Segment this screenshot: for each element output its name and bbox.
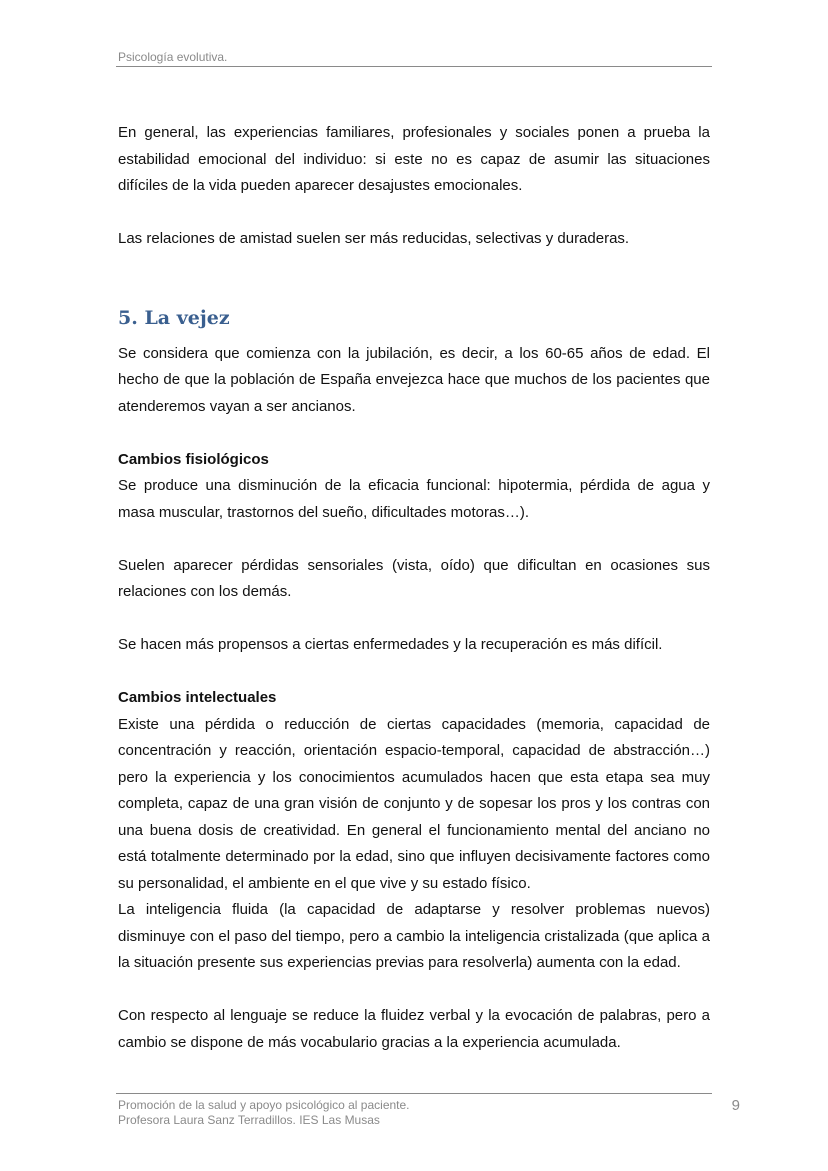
running-header: Psicología evolutiva.: [118, 50, 228, 64]
paragraph-friendship: Las relaciones de amistad suelen ser más reducidas, selectivas y duraderas.: [118, 230, 630, 247]
footer-course-line: Promoción de la salud y apoyo psicológico al paciente.: [118, 1098, 410, 1112]
paragraph-old-age-intro: Se considera que comienza con la jubilación, es decir, a los 60-65 años de edad. El hecho de que la población de España envejezca hace que muchos de los pacientes que atenderemos vayan a ser ancianos.: [118, 344, 710, 415]
footer-author-line: Profesora Laura Sanz Terradillos. IES Las Musas: [118, 1113, 380, 1127]
paragraph-functional-decline: Se produce una disminución de la eficacia funcional: hipotermia, pérdida de agua y masa muscular, trastornos del sueño, dificultades motoras…).: [118, 477, 710, 521]
paragraph-sensory-loss: Suelen aparecer pérdidas sensoriales (vista, oído) que dificultan en ocasiones sus relaciones con los demás.: [118, 556, 710, 600]
header-divider: [116, 66, 712, 67]
paragraph-language: Con respecto al lenguaje se reduce la fluidez verbal y la evocación de palabras, pero a cambio se dispone de más vocabulario gracias a la experiencia acumulada.: [118, 1007, 710, 1051]
paragraph-capacity-loss: Existe una pérdida o reducción de ciertas capacidades (memoria, capacidad de concentración y reacción, orientación espacio-temporal, capacidad de abstracción…) pero la experiencia y los conocimientos acumulados hacen que esta etapa sea muy completa, capaz de una gran visión de conjunto y de sopesar los pros y los contras con una buena dosis de creatividad. En general el funcionamiento mental del anciano no está totalmente determinado por la edad, sino que influyen decisivamente factores como su personalidad, el ambiente en el que vive y su estado físico.: [118, 715, 710, 892]
paragraph-intelligence: La inteligencia fluida (la capacidad de adaptarse y resolver problemas nuevos) disminuye con el paso del tiempo, pero a cambio la inteligencia cristalizada (que aplica a la situación presente sus experiencias previas para resolverla) aumenta con la edad.: [118, 901, 710, 971]
paragraph-diseases: Se hacen más propensos a ciertas enfermedades y la recuperación es más difícil.: [118, 636, 663, 653]
subheading-physiological: Cambios fisiológicos: [118, 450, 269, 468]
section-title: 5. La vejez: [118, 306, 230, 329]
spacer: [118, 659, 710, 686]
spacer: [118, 977, 710, 1004]
spacer: [118, 420, 710, 447]
running-footer: [118, 1098, 410, 1128]
page-body: [118, 120, 710, 1056]
spacer: [118, 200, 710, 227]
page-number: 9: [731, 1097, 740, 1114]
spacer: [118, 253, 710, 303]
paragraph-emotional-stability: En general, las experiencias familiares, profesionales y sociales ponen a prueba la estabilidad emocional del individuo: si este no es capaz de asumir las situaciones difíciles de la vida pueden aparecer desajustes emocionales.: [118, 124, 710, 194]
spacer: [118, 526, 710, 553]
subheading-intellectual: Cambios intelectuales: [118, 689, 277, 706]
spacer: [118, 606, 710, 633]
footer-divider: [116, 1093, 712, 1094]
